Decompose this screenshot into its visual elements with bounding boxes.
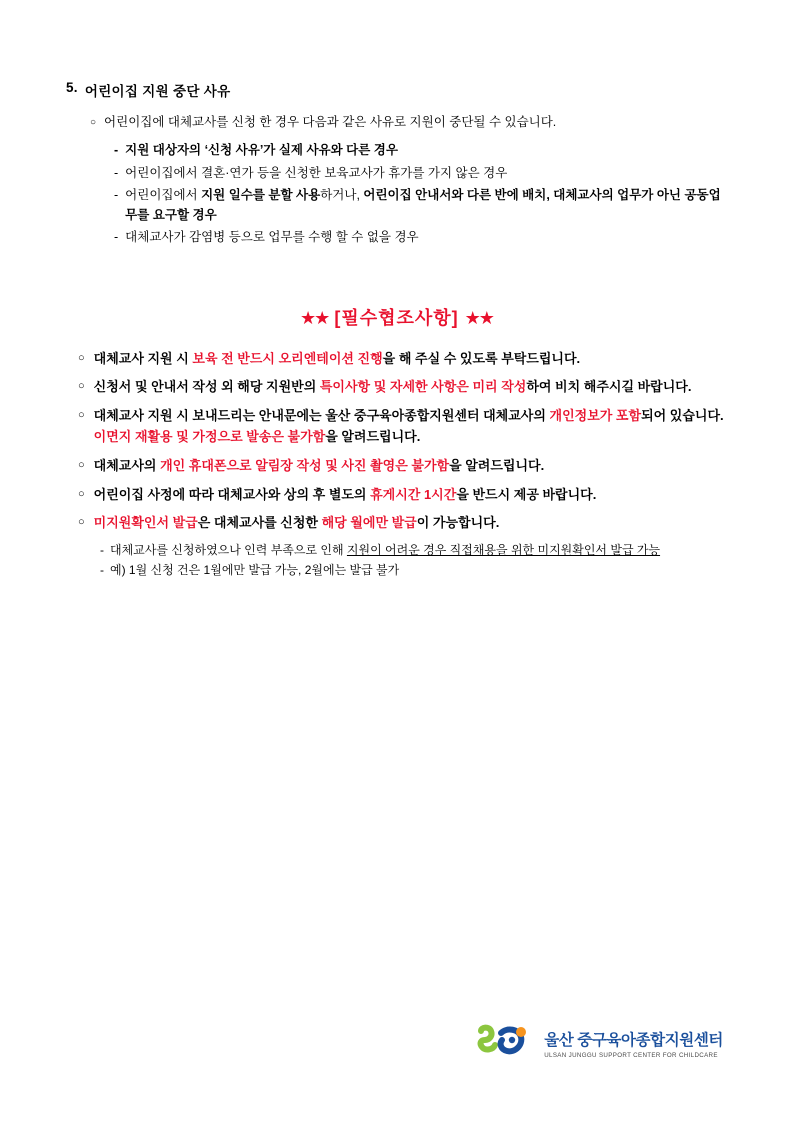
star-right-icon: ★★ bbox=[464, 307, 493, 328]
required-item bbox=[78, 405, 727, 448]
circle-bullet-icon: ○ bbox=[78, 516, 85, 529]
section-5-item-list bbox=[114, 140, 727, 247]
sub-note-item bbox=[100, 561, 727, 581]
required-item-text: 어린이집 사정에 따라 대체교사와 상의 후 별도의 휴게시간 1시간을 반드시 제공 바랍니다. bbox=[93, 486, 597, 502]
required-item bbox=[78, 455, 727, 477]
circle-bullet-icon: ○ bbox=[78, 408, 85, 421]
circle-bullet-icon: ○ bbox=[78, 458, 85, 471]
required-section-heading bbox=[66, 304, 727, 330]
required-item-text: 미지원확인서 발급은 대체교사를 신청한 해당 월에만 발급이 가능합니다. bbox=[93, 515, 500, 531]
list-item-text: 어린이집에서 지원 일수를 분할 사용하거나, 어린이집 안내서와 다른 반에 배치, 대체교사의 업무가 아닌 공동업무를 요구할 경우 bbox=[125, 187, 721, 223]
logo-text bbox=[544, 1028, 723, 1059]
logo-korean-name: 울산 중구육아종합지원센터 bbox=[544, 1031, 723, 1049]
list-item bbox=[114, 227, 727, 247]
list-item-text: 대체교사가 감염병 등으로 업무를 수행 할 수 없을 경우 bbox=[125, 230, 419, 245]
list-item-text: 지원 대상자의 ‘신청 사유’가 실제 사유와 다른 경우 bbox=[125, 143, 398, 158]
section-title: 어린이집 지원 중단 사유 bbox=[84, 84, 231, 99]
dash-bullet-icon: - bbox=[114, 143, 119, 158]
section-5-lead-text: 어린이집에 대체교사를 신청 한 경우 다음과 같은 사유로 지원이 중단될 수 있습니다. bbox=[104, 115, 557, 129]
dash-bullet-icon: - bbox=[114, 230, 119, 245]
sub-note-text: 대체교사를 신청하였으나 인력 부족으로 인해 지원이 어려운 경우 직접채용을 위한 미지원확인서 발급 가능 bbox=[110, 542, 661, 557]
circle-bullet-icon: ○ bbox=[78, 351, 85, 364]
required-heading-text: [필수협조사항] bbox=[334, 307, 459, 328]
list-item-text: 어린이집에서 결혼·연가 등을 신청한 보육교사가 휴가를 가지 않은 경우 bbox=[125, 165, 508, 180]
section-number: 5. bbox=[66, 80, 78, 95]
list-item bbox=[114, 185, 727, 226]
dash-bullet-icon: - bbox=[100, 563, 104, 578]
circle-bullet-icon: ○ bbox=[78, 380, 85, 393]
sub-note-item bbox=[100, 541, 727, 561]
list-item bbox=[114, 163, 727, 183]
section-5-heading bbox=[66, 80, 727, 100]
logo-emblem-icon bbox=[477, 1023, 535, 1063]
logo-english-name: ULSAN JUNGGU SUPPORT CENTER FOR CHILDCARE bbox=[544, 1051, 718, 1059]
circle-bullet-icon: ○ bbox=[78, 487, 85, 500]
dash-bullet-icon: - bbox=[114, 165, 119, 180]
list-item bbox=[114, 140, 727, 160]
required-item bbox=[78, 348, 727, 370]
section-5-lead bbox=[90, 113, 727, 132]
required-item bbox=[78, 484, 727, 506]
required-item-text: 신청서 및 안내서 작성 외 해당 지원반의 특이사항 및 자세한 사항은 미리 작성하여 비치 해주시길 바랍니다. bbox=[93, 379, 692, 395]
required-item-list bbox=[78, 348, 727, 582]
required-sub-note-list bbox=[100, 541, 727, 582]
star-left-icon: ★★ bbox=[300, 307, 329, 328]
dash-bullet-icon: - bbox=[114, 187, 119, 202]
required-item bbox=[78, 376, 727, 398]
footer bbox=[0, 1023, 793, 1063]
sub-note-text: 예) 1월 신청 건은 1월에만 발급 가능, 2월에는 발급 불가 bbox=[110, 563, 400, 578]
required-item-text: 대체교사의 개인 휴대폰으로 알림장 작성 및 사진 촬영은 불가함을 알려드립니다. bbox=[93, 457, 545, 473]
required-item-text: 대체교사 지원 시 보내드리는 안내문에는 울산 중구육아종합지원센터 대체교사의 개인정보가 포함되어 있습니다. 이면지 재활용 및 가정으로 발송은 불가함을 알려드립니다. bbox=[93, 407, 724, 445]
circle-bullet-icon: ○ bbox=[90, 117, 97, 128]
dash-bullet-icon: - bbox=[100, 542, 104, 557]
organization-logo bbox=[477, 1023, 723, 1063]
required-item bbox=[78, 512, 727, 534]
required-item-text: 대체교사 지원 시 보육 전 반드시 오리엔테이션 진행을 해 주실 수 있도록 부탁드립니다. bbox=[93, 350, 581, 366]
